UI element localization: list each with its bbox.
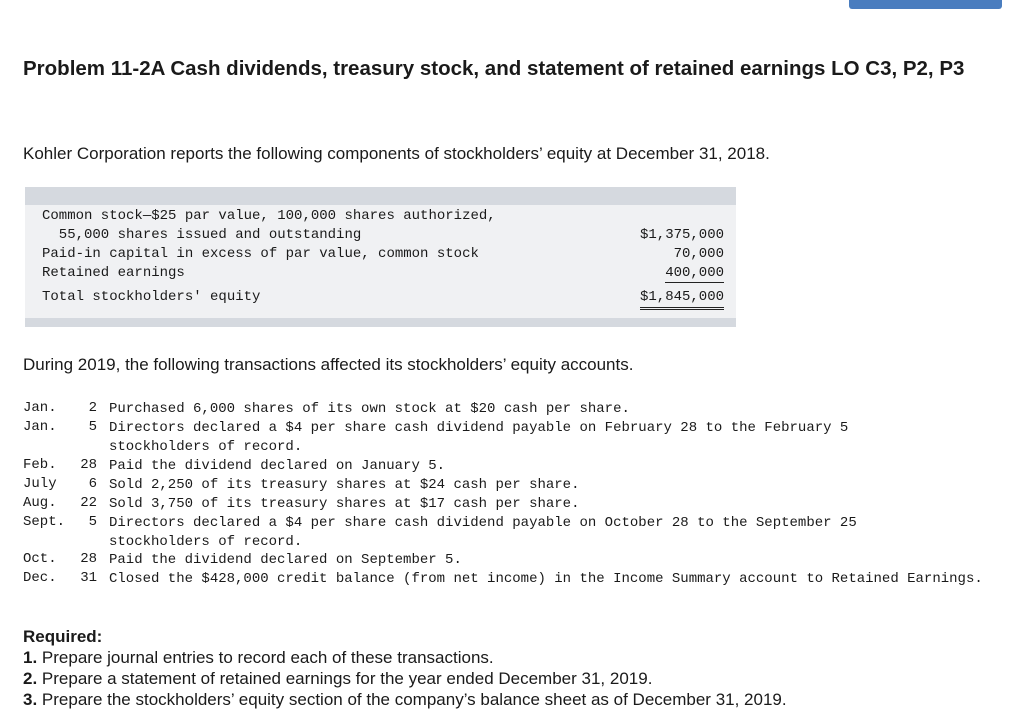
- total-equity-value: $1,845,000: [640, 289, 724, 310]
- transaction-month: Feb.: [23, 457, 57, 473]
- transaction-month: Jan.: [23, 400, 57, 416]
- required-item-text: Prepare a statement of retained earnings for the year ended December 31, 2019.: [41, 669, 653, 688]
- required-item-1: [23, 647, 787, 668]
- transaction-row: [23, 570, 1013, 608]
- transaction-description: Paid the dividend declared on January 5.: [109, 458, 446, 474]
- transaction-day: 22: [80, 495, 97, 511]
- problem-title: Problem 11-2A Cash dividends, treasury stock, and statement of retained earnings LO C3, P2, P3: [23, 57, 965, 80]
- table-top-band: [25, 187, 736, 205]
- transaction-day: 31: [80, 570, 97, 586]
- required-section: [23, 626, 787, 710]
- transaction-row: [23, 514, 1013, 552]
- transaction-day: 28: [80, 457, 97, 473]
- transaction-description: Sold 3,750 of its treasury shares at $17 cash per share.: [109, 496, 580, 512]
- transaction-row: [23, 495, 1013, 514]
- total-equity-label: Total stockholders' equity: [42, 289, 261, 305]
- required-item-text: Prepare the stockholders’ equity section of the company’s balance sheet as of December 31, 2019.: [41, 690, 787, 709]
- top-action-bar[interactable]: [849, 0, 1002, 9]
- transaction-row: [23, 400, 1013, 419]
- stockholders-equity-table: [25, 187, 736, 327]
- transaction-description: Closed the $428,000 credit balance (from net income) in the Income Summary account to Retained Earnings.: [109, 571, 983, 587]
- common-stock-label-line1: Common stock—$25 par value, 100,000 shares authorized,: [42, 208, 496, 224]
- transaction-description: Paid the dividend declared on September 5.: [109, 552, 462, 568]
- transaction-day: 6: [88, 476, 97, 492]
- paid-in-capital-value: 70,000: [673, 246, 724, 262]
- required-item-2: [23, 668, 787, 689]
- common-stock-row-1: [42, 208, 724, 227]
- required-item-number: 1.: [23, 648, 38, 667]
- transaction-day: 5: [88, 419, 97, 435]
- paid-in-capital-row: [42, 246, 724, 265]
- common-stock-label-line2: 55,000 shares issued and outstanding: [42, 227, 362, 243]
- transaction-row: [23, 551, 1013, 570]
- retained-earnings-label: Retained earnings: [42, 265, 185, 281]
- transaction-row: [23, 457, 1013, 476]
- required-item-text: Prepare journal entries to record each of these transactions.: [41, 648, 494, 667]
- transaction-day: 5: [88, 514, 97, 530]
- transaction-description: Purchased 6,000 shares of its own stock at $20 cash per share.: [109, 401, 630, 417]
- transaction-month: Jan.: [23, 419, 57, 435]
- transaction-month: Dec.: [23, 570, 57, 586]
- intro-text: Kohler Corporation reports the following components of stockholders’ equity at December 31, 2018.: [23, 144, 770, 163]
- transaction-day: 28: [80, 551, 97, 567]
- required-item-3: [23, 689, 787, 710]
- retained-earnings-row: [42, 265, 724, 284]
- retained-earnings-value: 400,000: [665, 265, 724, 281]
- transaction-month: July: [23, 476, 57, 492]
- transaction-day: 2: [88, 400, 97, 416]
- transaction-row: [23, 476, 1013, 495]
- total-equity-row: [42, 289, 724, 308]
- transaction-description: Directors declared a $4 per share cash dividend payable on February 28 to the February 5 stockholders of record.: [109, 420, 849, 455]
- required-item-number: 2.: [23, 669, 38, 688]
- required-heading: Required:: [23, 627, 103, 646]
- transaction-month: Aug.: [23, 495, 57, 511]
- transactions-intro: During 2019, the following transactions affected its stockholders’ equity accounts.: [23, 355, 634, 374]
- common-stock-row-2: [42, 227, 724, 246]
- transaction-row: [23, 419, 1013, 457]
- transaction-description: Directors declared a $4 per share cash dividend payable on October 28 to the September 25 stockholders of record.: [109, 515, 857, 550]
- transaction-month: Sept.: [23, 514, 66, 530]
- required-item-number: 3.: [23, 690, 38, 709]
- table-bottom-band: [25, 318, 736, 327]
- transaction-description: Sold 2,250 of its treasury shares at $24 cash per share.: [109, 477, 580, 493]
- paid-in-capital-label: Paid-in capital in excess of par value, common stock: [42, 246, 479, 262]
- common-stock-value: $1,375,000: [639, 227, 724, 243]
- transaction-month: Oct.: [23, 551, 57, 567]
